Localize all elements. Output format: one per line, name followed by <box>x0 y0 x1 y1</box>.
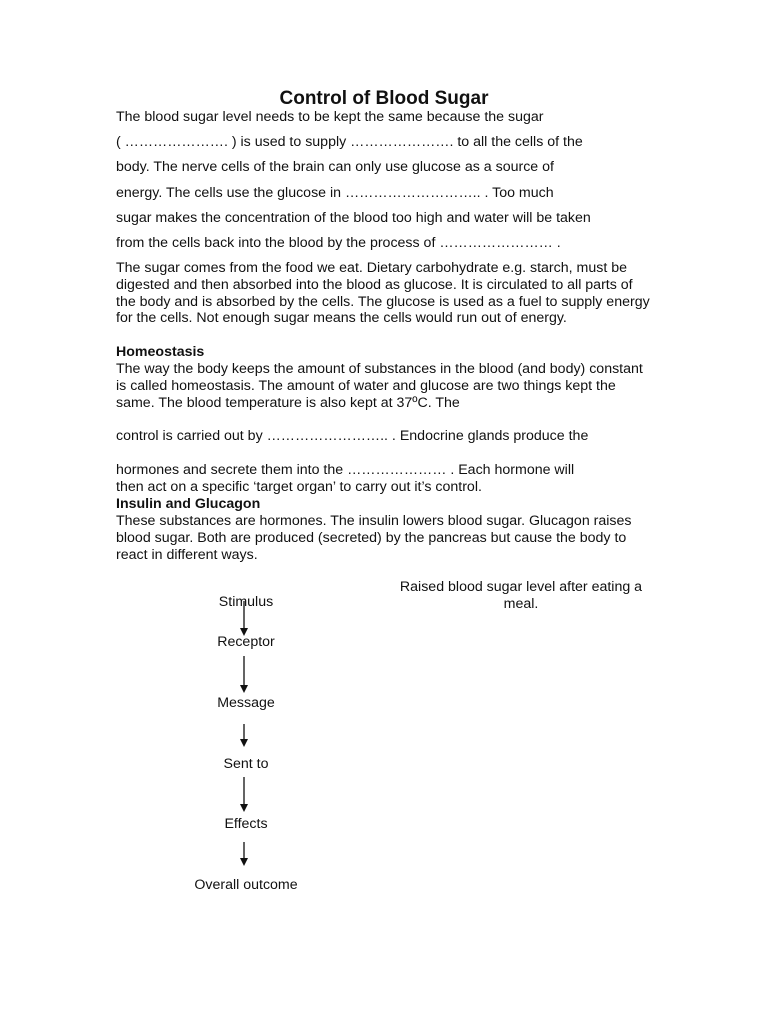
intro-line-5: sugar makes the concentration of the blood too high and water will be taken <box>116 210 591 226</box>
flow-arrow-icon <box>238 777 250 813</box>
page-title: Control of Blood Sugar <box>279 88 489 109</box>
homeostasis-target-line: then act on a specific ‘target organ’ to carry out it’s control. <box>116 479 482 495</box>
intro-line-6: from the cells back into the blood by the process of …………………… . <box>116 235 561 251</box>
intro-line-4: energy. The cells use the glucose in ……………………….. . Too much <box>116 185 554 201</box>
flow-step-receptor: Receptor <box>217 634 275 650</box>
intro-line-2: ( …………………. ) is used to supply …………………. to all the cells of the <box>116 134 583 150</box>
food-paragraph: The sugar comes from the food we eat. Dietary carbohydrate e.g. starch, must be digested and then absorbed into the blood as glucose. It is circulated to all parts of the body and is absorbed by the cells. The glucose is used as a fuel to supply energy for the cells. Not enough sugar means the cells would run out of energy. <box>116 260 650 327</box>
flow-arrow-icon <box>238 724 250 748</box>
flow-step-effects: Effects <box>224 816 268 832</box>
flow-arrow-icon <box>238 842 250 867</box>
insulin-paragraph: These substances are hormones. The insulin lowers blood sugar. Glucagon raises blood sugar. Both are produced (secreted) by the pancreas but cause the body to react in different ways. <box>116 513 632 563</box>
homeostasis-hormones-line: hormones and secrete them into the ………………… . Each hormone will <box>116 462 575 478</box>
flow-arrow-icon <box>238 656 250 694</box>
homeostasis-control-line: control is carried out by …………………….. . Endocrine glands produce the <box>116 428 589 444</box>
flow-step-stimulus: Stimulus <box>218 594 274 610</box>
flow-step-message: Message <box>217 695 275 711</box>
flow-note: Raised blood sugar level after eating a meal. <box>399 579 643 612</box>
flow-step-sent-to: Sent to <box>223 756 269 772</box>
flow-step-overall-outcome: Overall outcome <box>194 877 298 893</box>
insulin-heading: Insulin and Glucagon <box>116 496 261 512</box>
intro-line-1: The blood sugar level needs to be kept the same because the sugar <box>116 109 544 125</box>
intro-line-3: body. The nerve cells of the brain can only use glucose as a source of <box>116 159 554 175</box>
homeostasis-paragraph: The way the body keeps the amount of substances in the blood (and body) constant is called homeostasis. The amount of water and glucose are two things kept the same. The blood temperature is also kept at 37ºC. The <box>116 361 643 411</box>
homeostasis-heading: Homeostasis <box>116 344 205 360</box>
flow-arrow-icon <box>238 601 250 637</box>
